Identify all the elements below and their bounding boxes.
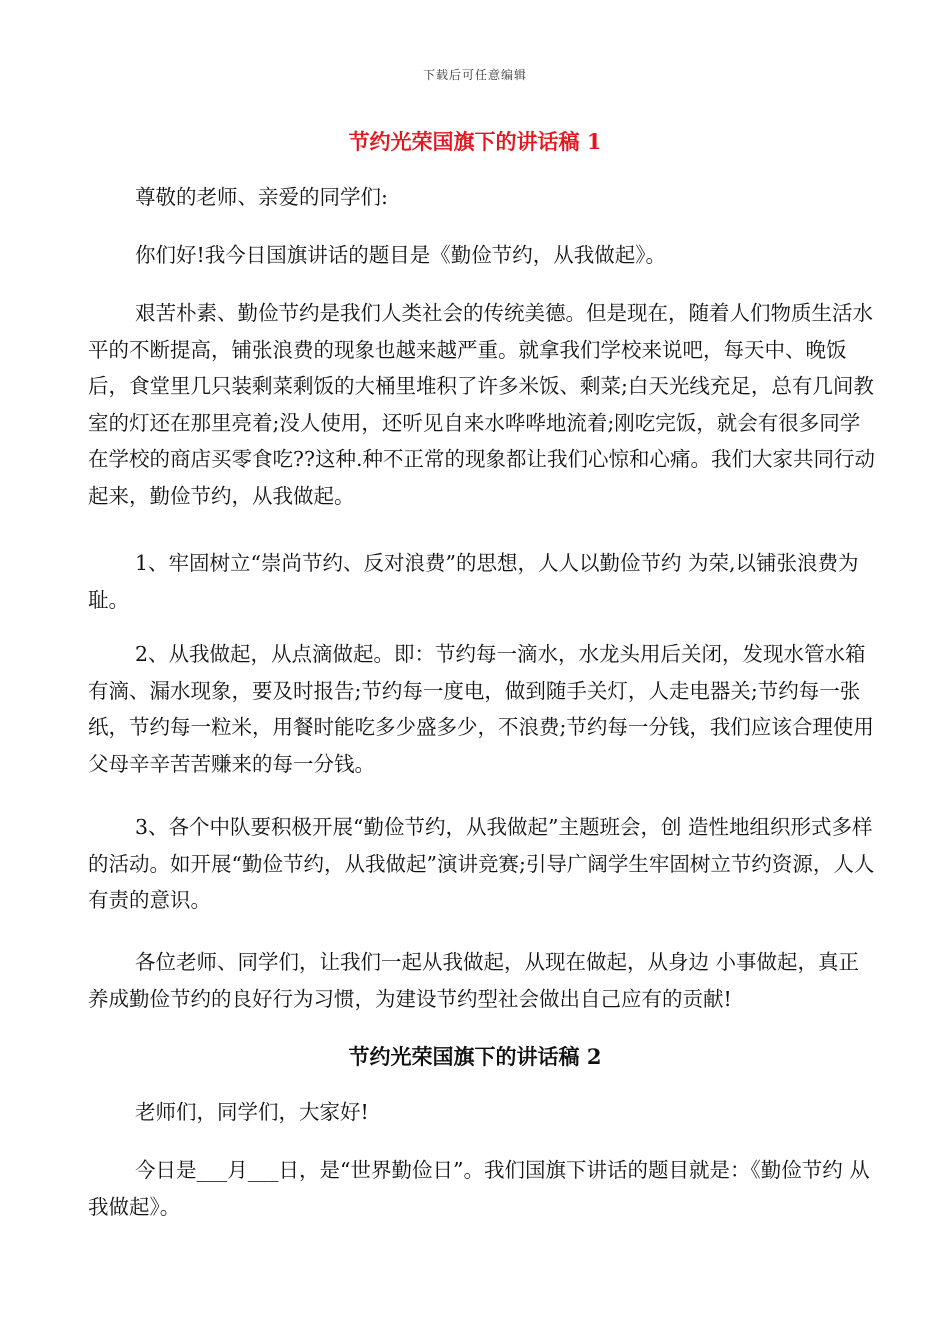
header-note: 下载后可任意编辑 [422, 68, 527, 82]
greeting-topic: 你们好!我今日国旗讲话的题目是《勤俭节约，从我做起》。 [135, 243, 666, 267]
point-3: 3、各个中队要积极开展“勤俭节约，从我做起”主题班会，创 造性地组织形式多样的活动。如开展“勤俭节约，从我做起”演讲竞赛;引导广阔学生牢固树立节约资源，人人有责的意识。 [88, 815, 875, 912]
body-paragraph-waste: 艰苦朴素、勤俭节约是我们人类社会的传统美德。但是现在，随着人们物质生活水平的不断提高，铺张浪费的现象也越来越严重。就拿我们学校来说吧，每天中、晚饭后，食堂里几只装剩菜剩饭的大桶里堆积了许多米饭、剩菜;白天光线充足，总有几间教室的灯还在那里亮着;没人使用，还听见自来水哗哗地流着;刚吃完饭，就会有很多同学在学校的商店买零食吃??这种.种不正常的现象都让我们心惊和心痛。我们大家共同行动起来，勤俭节约，从我做起。 [88, 301, 875, 508]
closing-paragraph: 各位老师、同学们，让我们一起从我做起，从现在做起，从身边 小事做起，真正养成勤俭节约的良好行为习惯，为建设节约型社会做出自己应有的贡献! [88, 950, 860, 1011]
speech-title-1: 节约光荣国旗下的讲话稿 1 [348, 129, 602, 154]
salutation: 尊敬的老师、亲爱的同学们: [135, 185, 388, 209]
date-topic-paragraph: 今日是___月___日，是“世界勤俭日”。我们国旗下讲话的题目就是：《勤俭节约 从我做起》。 [88, 1158, 870, 1219]
point-1: 1、牢固树立“崇尚节约、反对浪费”的思想，人人以勤俭节约 为荣,以铺张浪费为耻。 [88, 551, 859, 612]
salutation-2: 老师们，同学们，大家好! [135, 1100, 369, 1124]
speech-title-2: 节约光荣国旗下的讲话稿 2 [348, 1044, 602, 1069]
point-2: 2、从我做起，从点滴做起。即：节约每一滴水，水龙头用后关闭，发现水管水箱有滴、漏水现象，要及时报告;节约每一度电，做到随手关灯，人走电器关;节约每一张纸，节约每一粒米，用餐时能吃多少盛多少，不浪费;节约每一分钱，我们应该合理使用父母辛辛苦苦赚来的每一分钱。 [88, 642, 874, 776]
